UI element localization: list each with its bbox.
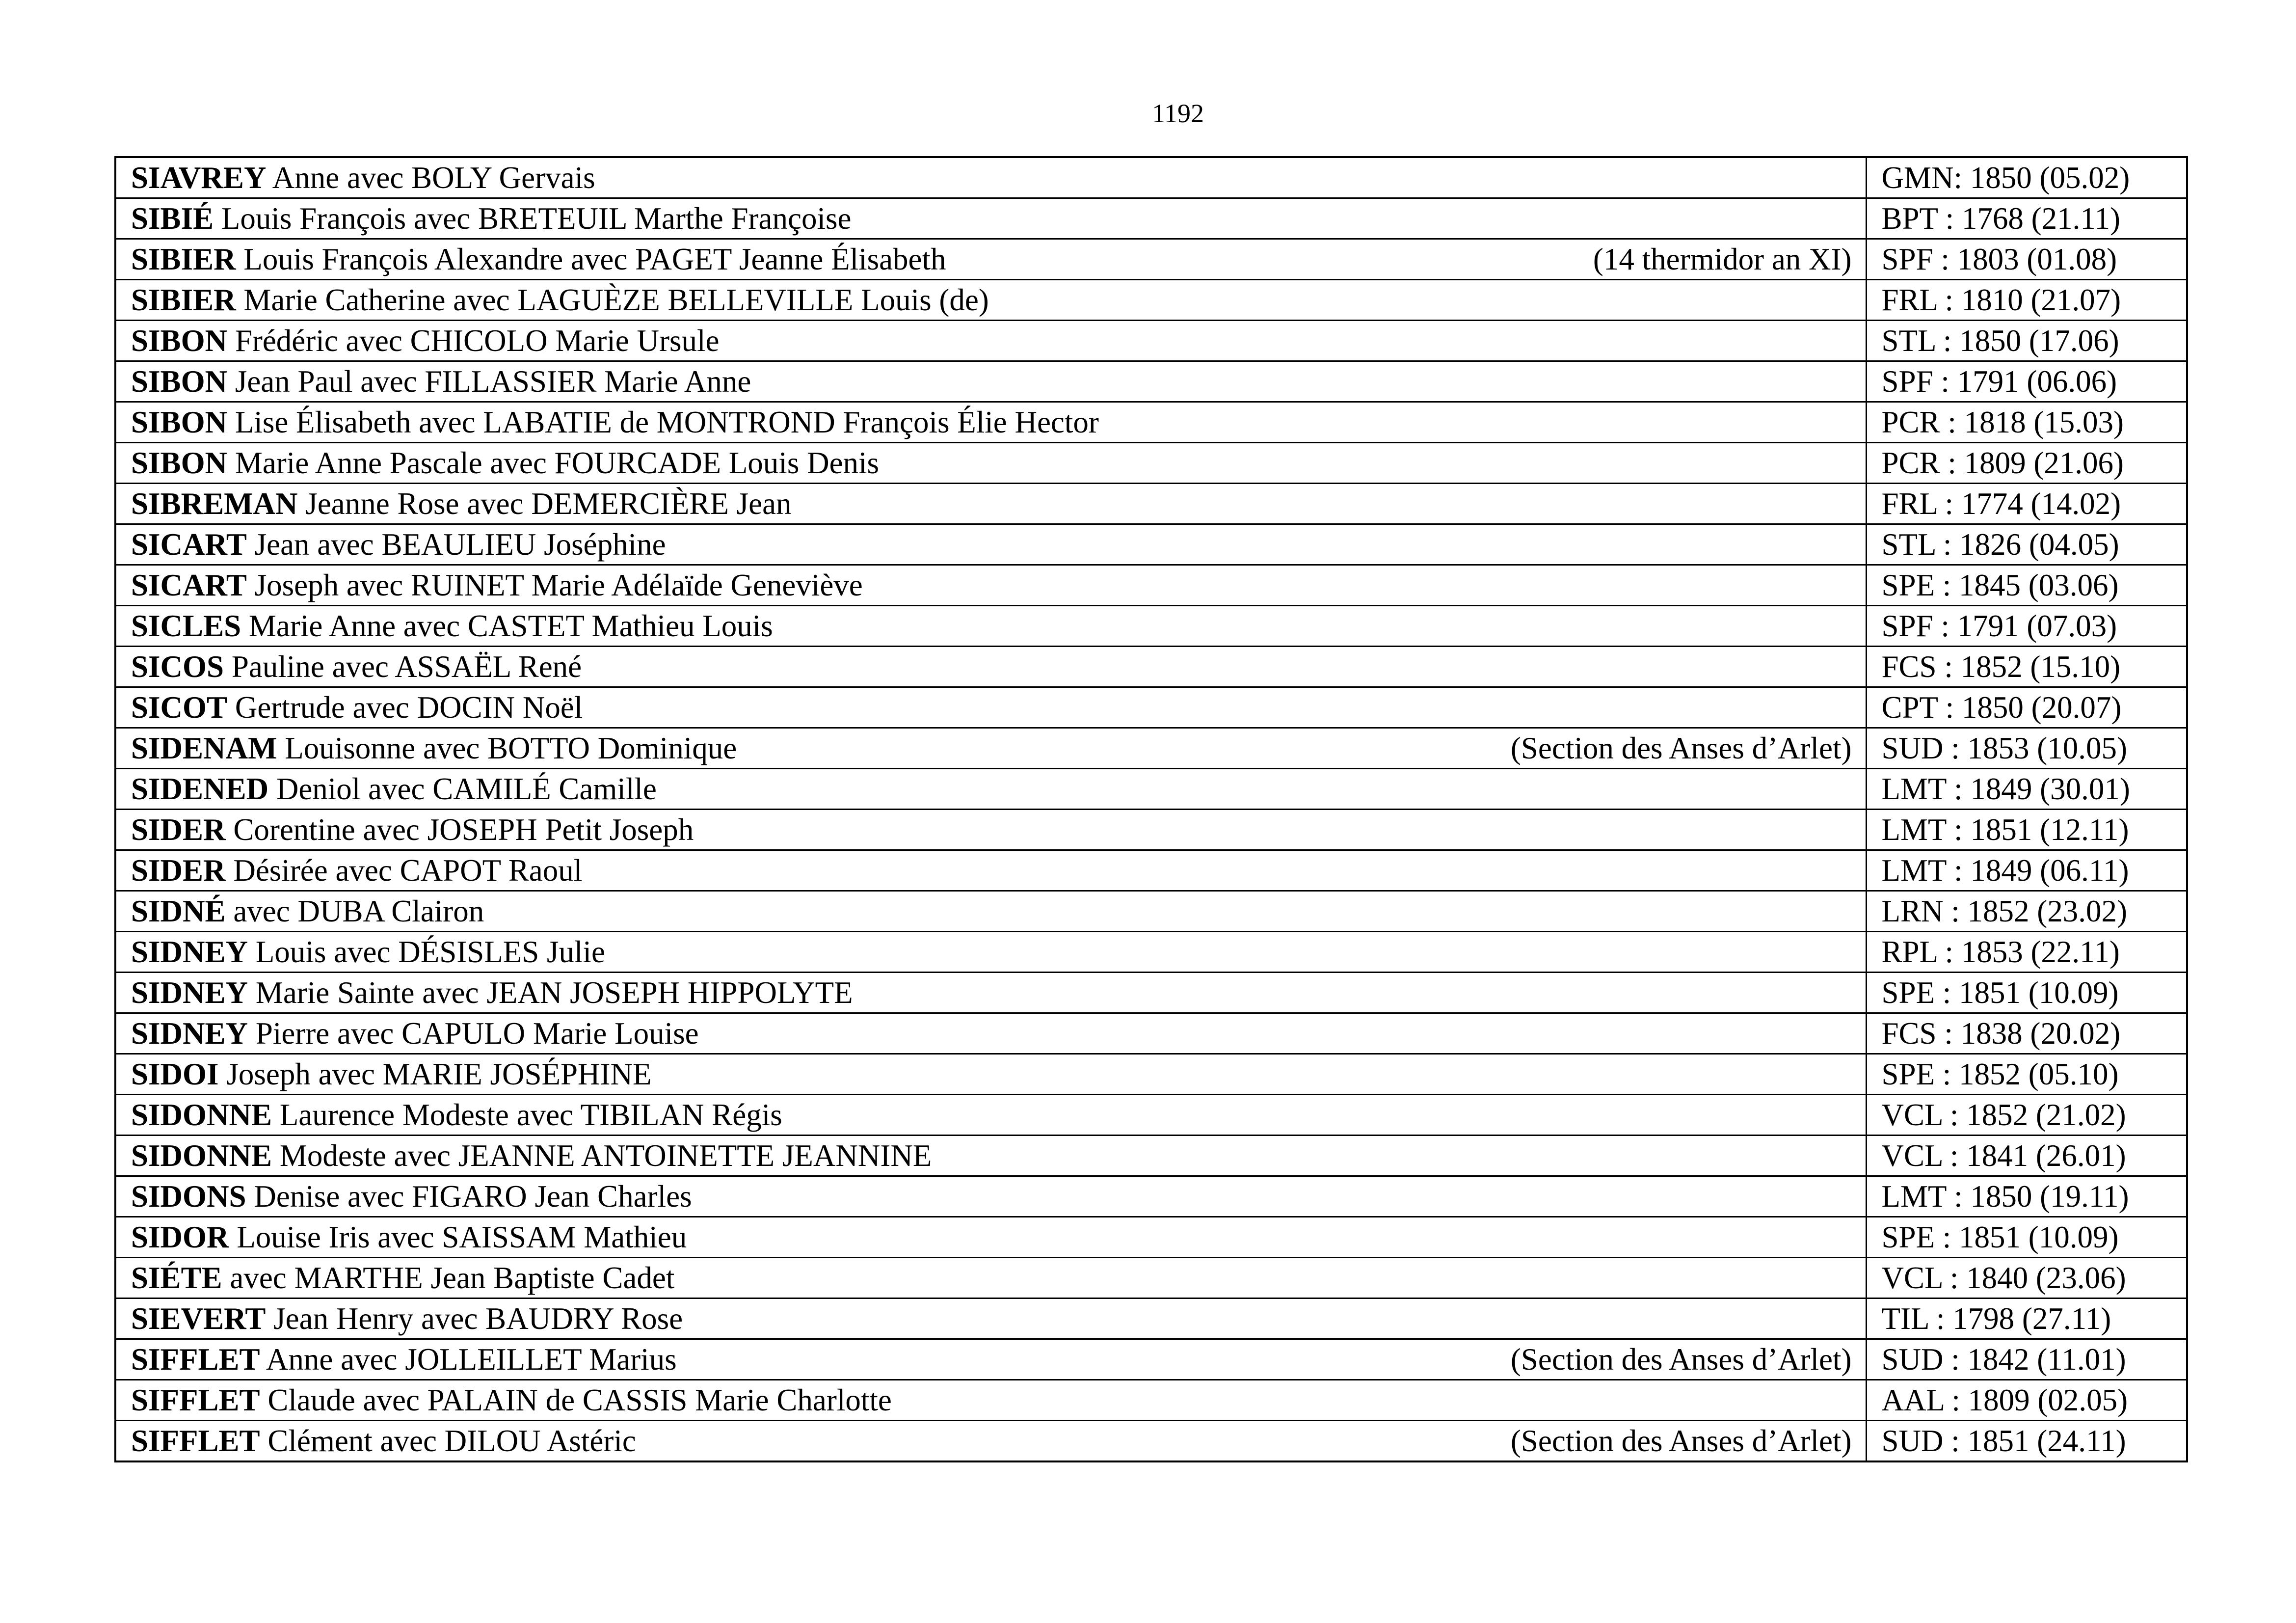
entry-note: (14 thermidor an XI): [1593, 242, 1852, 276]
surname: SICLES: [131, 609, 241, 643]
surname: SIBON: [131, 364, 228, 399]
entry-text: [131, 321, 719, 360]
entry-text: [131, 1258, 674, 1298]
entry-details: Joseph avec MARIE JOSÉPHINE: [226, 1057, 652, 1091]
entry-text: [131, 1014, 699, 1053]
entry-details: Louis François avec BRETEUIL Marthe Françoise: [221, 201, 852, 236]
table-row: [115, 484, 2187, 524]
surname: SIBIER: [131, 283, 236, 317]
reference-cell: STL : 1826 (04.05): [1866, 524, 2187, 565]
surname: SICOT: [131, 690, 228, 725]
entry-cell: [115, 687, 1866, 728]
entry-details: Marie Sainte avec JEAN JOSEPH HIPPOLYTE: [255, 975, 853, 1010]
entry-text: [131, 810, 694, 849]
surname: SIFFLET: [131, 1342, 260, 1377]
table-row: [115, 647, 2187, 687]
reference-cell: VCL : 1841 (26.01): [1866, 1136, 2187, 1176]
surname: SIDNEY: [131, 1016, 248, 1051]
entry-cell: [115, 1176, 1866, 1217]
entry-details: Marie Anne Pascale avec FOURCADE Louis Denis: [235, 446, 880, 480]
reference-cell: FCS : 1852 (15.10): [1866, 647, 2187, 687]
entry-cell: [115, 850, 1866, 891]
entry-cell: [115, 157, 1866, 198]
table-row: [115, 606, 2187, 647]
table-row: [115, 321, 2187, 361]
entry-details: Claude avec PALAIN de CASSIS Marie Charlotte: [267, 1383, 892, 1417]
entry-text: [131, 973, 853, 1012]
entry-cell: [115, 321, 1866, 361]
table-row: [115, 1176, 2187, 1217]
reference-cell: BPT : 1768 (21.11): [1866, 198, 2187, 239]
surname: SIDNEY: [131, 975, 248, 1010]
entry-details: Deniol avec CAMILÉ Camille: [276, 772, 657, 806]
entry-details: Anne avec JOLLEILLET Marius: [266, 1342, 677, 1377]
reference-cell: SPF : 1791 (06.06): [1866, 361, 2187, 402]
table-row: [115, 1217, 2187, 1258]
entry-text: [131, 158, 595, 197]
entry-cell: [115, 932, 1866, 973]
surname: SIBREMAN: [131, 487, 298, 521]
table-row: [115, 443, 2187, 484]
entry-cell: [115, 1136, 1866, 1176]
entry-text: [131, 362, 751, 401]
reference-cell: VCL : 1852 (21.02): [1866, 1095, 2187, 1136]
entry-cell: [115, 198, 1866, 239]
reference-cell: SPE : 1851 (10.09): [1866, 1217, 2187, 1258]
entry-cell: [115, 443, 1866, 484]
entry-details: Marie Anne avec CASTET Mathieu Louis: [248, 609, 773, 643]
reference-cell: CPT : 1850 (20.07): [1866, 687, 2187, 728]
surname: SIBIER: [131, 242, 236, 276]
surname: SIFFLET: [131, 1383, 260, 1417]
entry-details: Pierre avec CAPULO Marie Louise: [255, 1016, 699, 1051]
table-row: [115, 687, 2187, 728]
entry-details: Désirée avec CAPOT Raoul: [233, 853, 583, 888]
entry-details: avec MARTHE Jean Baptiste Cadet: [230, 1261, 675, 1295]
surname: SIDENED: [131, 772, 269, 806]
entry-text: [131, 443, 879, 483]
entry-cell: [115, 1258, 1866, 1298]
surname: SIDNÉ: [131, 894, 226, 928]
table-row: [115, 728, 2187, 769]
entry-details: Modeste avec JEANNE ANTOINETTE JEANNINE: [279, 1138, 932, 1173]
entry-text: [131, 1136, 932, 1175]
reference-cell: SPF : 1791 (07.03): [1866, 606, 2187, 647]
table-row: [115, 973, 2187, 1013]
reference-cell: SUD : 1842 (11.01): [1866, 1339, 2187, 1380]
surname: SIDER: [131, 812, 226, 847]
surname: SIBON: [131, 405, 228, 439]
table-row: [115, 891, 2187, 932]
entry-details: Jean avec BEAULIEU Joséphine: [254, 527, 666, 562]
table-row: [115, 850, 2187, 891]
surname: SIDONNE: [131, 1138, 272, 1173]
reference-cell: LMT : 1849 (30.01): [1866, 769, 2187, 810]
entry-text: [131, 647, 582, 686]
entry-text: [131, 1380, 892, 1420]
reference-cell: SUD : 1851 (24.11): [1866, 1421, 2187, 1462]
table-row: [115, 1298, 2187, 1339]
table-row: [115, 769, 2187, 810]
reference-cell: SUD : 1853 (10.05): [1866, 728, 2187, 769]
entry-details: Anne avec BOLY Gervais: [272, 161, 595, 195]
entry-text: [131, 851, 582, 890]
entry-details: Louise Iris avec SAISSAM Mathieu: [237, 1220, 687, 1254]
table-row: [115, 402, 2187, 443]
entry-text: [131, 606, 773, 646]
reference-cell: STL : 1850 (17.06): [1866, 321, 2187, 361]
entry-cell: [115, 1013, 1866, 1054]
surname: SICART: [131, 527, 247, 562]
entry-text: [131, 566, 863, 605]
entry-text: [131, 1055, 652, 1094]
entry-cell: [115, 973, 1866, 1013]
surname: SIDONS: [131, 1179, 246, 1214]
register-body: [115, 157, 2187, 1461]
entry-note: (Section des Anses d’Arlet): [1510, 1342, 1852, 1377]
reference-cell: FRL : 1774 (14.02): [1866, 484, 2187, 524]
table-row: [115, 157, 2187, 198]
table-row: [115, 198, 2187, 239]
entry-text: [131, 525, 666, 564]
table-row: [115, 361, 2187, 402]
table-row: [115, 524, 2187, 565]
surname: SIBON: [131, 446, 228, 480]
entry-text: [131, 892, 484, 931]
entry-details: Louisonne avec BOTTO Dominique: [285, 731, 737, 765]
entry-cell: [115, 1339, 1866, 1380]
reference-cell: SPE : 1845 (03.06): [1866, 565, 2187, 606]
reference-cell: LMT : 1849 (06.11): [1866, 850, 2187, 891]
entry-text: [131, 1095, 782, 1135]
entry-text: [131, 1421, 636, 1461]
surname: SIDOI: [131, 1057, 219, 1091]
table-row: [115, 1339, 2187, 1380]
surname: SIDOR: [131, 1220, 229, 1254]
entry-details: Jeanne Rose avec DEMERCIÈRE Jean: [305, 487, 792, 521]
entry-text: [131, 199, 851, 238]
entry-text: [131, 403, 1099, 442]
reference-cell: LMT : 1850 (19.11): [1866, 1176, 2187, 1217]
entry-text: [131, 280, 989, 320]
entry-details: Lise Élisabeth avec LABATIE de MONTROND François Élie Hector: [235, 405, 1099, 439]
entry-details: Pauline avec ASSAËL René: [231, 649, 582, 684]
entry-cell: [115, 1298, 1866, 1339]
surname: SIEVERT: [131, 1301, 266, 1336]
surname: SIÉTE: [131, 1261, 222, 1295]
entry-details: Louis avec DÉSISLES Julie: [255, 935, 605, 969]
entry-text: [131, 688, 583, 727]
surname: SIDENAM: [131, 731, 277, 765]
table-row: [115, 1258, 2187, 1298]
table-row: [115, 810, 2187, 850]
entry-note: (Section des Anses d’Arlet): [1510, 731, 1852, 765]
entry-text: [131, 932, 605, 972]
entry-cell: [115, 647, 1866, 687]
table-row: [115, 239, 2187, 280]
entry-cell: [115, 524, 1866, 565]
reference-cell: SPF : 1803 (01.08): [1866, 239, 2187, 280]
entry-details: Clément avec DILOU Astéric: [267, 1424, 636, 1458]
entry-text: [131, 1177, 692, 1216]
table-row: [115, 1421, 2187, 1462]
reference-cell: GMN: 1850 (05.02): [1866, 157, 2187, 198]
surname: SICART: [131, 568, 247, 602]
entry-text: [131, 769, 657, 809]
entry-cell: [115, 1095, 1866, 1136]
entry-cell: [115, 1217, 1866, 1258]
reference-cell: VCL : 1840 (23.06): [1866, 1258, 2187, 1298]
table-row: [115, 1095, 2187, 1136]
reference-cell: SPE : 1851 (10.09): [1866, 973, 2187, 1013]
reference-cell: SPE : 1852 (05.10): [1866, 1054, 2187, 1095]
table-row: [115, 1054, 2187, 1095]
entry-text: [131, 729, 737, 768]
entry-cell: [115, 484, 1866, 524]
entry-note: (Section des Anses d’Arlet): [1510, 1424, 1852, 1458]
marriage-register-table: [114, 156, 2188, 1462]
table-row: [115, 1136, 2187, 1176]
entry-details: Louis François Alexandre avec PAGET Jeanne Élisabeth: [243, 242, 946, 276]
entry-details: Joseph avec RUINET Marie Adélaïde Geneviève: [254, 568, 863, 602]
table-row: [115, 1380, 2187, 1421]
entry-cell: [115, 769, 1866, 810]
surname: SIDONNE: [131, 1098, 272, 1132]
entry-details: Jean Paul avec FILLASSIER Marie Anne: [235, 364, 751, 399]
reference-cell: LRN : 1852 (23.02): [1866, 891, 2187, 932]
entry-text: [131, 1299, 683, 1338]
reference-cell: FRL : 1810 (21.07): [1866, 280, 2187, 321]
entry-cell: [115, 728, 1866, 769]
entry-cell: [115, 1054, 1866, 1095]
entry-details: Jean Henry avec BAUDRY Rose: [273, 1301, 683, 1336]
surname: SICOS: [131, 649, 224, 684]
surname: SIDNEY: [131, 935, 248, 969]
reference-cell: TIL : 1798 (27.11): [1866, 1298, 2187, 1339]
entry-text: [131, 484, 792, 523]
surname: SIBON: [131, 324, 228, 358]
reference-cell: LMT : 1851 (12.11): [1866, 810, 2187, 850]
page-number: 1192: [1152, 99, 1204, 128]
entry-details: Corentine avec JOSEPH Petit Joseph: [233, 812, 694, 847]
entry-cell: [115, 565, 1866, 606]
entry-cell: [115, 1380, 1866, 1421]
reference-cell: RPL : 1853 (22.11): [1866, 932, 2187, 973]
entry-cell: [115, 402, 1866, 443]
surname: SIBIÉ: [131, 201, 214, 236]
entry-cell: [115, 239, 1866, 280]
entry-details: Gertrude avec DOCIN Noël: [235, 690, 583, 725]
surname: SIAVREY: [131, 161, 267, 195]
table-row: [115, 280, 2187, 321]
entry-details: Laurence Modeste avec TIBILAN Régis: [279, 1098, 782, 1132]
entry-text: [131, 1340, 677, 1379]
entry-cell: [115, 1421, 1866, 1462]
table-row: [115, 932, 2187, 973]
reference-cell: PCR : 1809 (21.06): [1866, 443, 2187, 484]
surname: SIDER: [131, 853, 226, 888]
surname: SIFFLET: [131, 1424, 260, 1458]
entry-details: Frédéric avec CHICOLO Marie Ursule: [235, 324, 720, 358]
table-row: [115, 1013, 2187, 1054]
entry-text: [131, 1217, 687, 1257]
entry-cell: [115, 810, 1866, 850]
reference-cell: PCR : 1818 (15.03): [1866, 402, 2187, 443]
entry-cell: [115, 891, 1866, 932]
table-row: [115, 565, 2187, 606]
entry-cell: [115, 606, 1866, 647]
entry-cell: [115, 280, 1866, 321]
reference-cell: FCS : 1838 (20.02): [1866, 1013, 2187, 1054]
entry-details: Denise avec FIGARO Jean Charles: [254, 1179, 692, 1214]
reference-cell: AAL : 1809 (02.05): [1866, 1380, 2187, 1421]
entry-details: Marie Catherine avec LAGUÈZE BELLEVILLE Louis (de): [243, 283, 989, 317]
entry-cell: [115, 361, 1866, 402]
entry-text: [131, 240, 946, 279]
entry-details: avec DUBA Clairon: [233, 894, 484, 928]
